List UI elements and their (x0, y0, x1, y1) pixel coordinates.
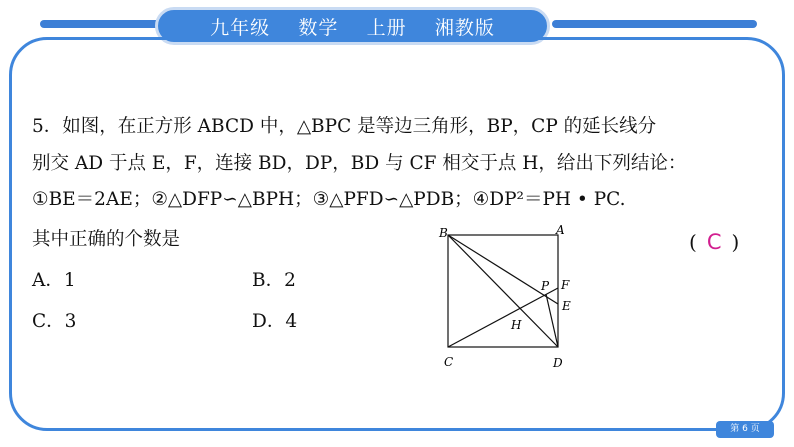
segment-be (448, 235, 558, 304)
geometry-figure (436, 221, 586, 371)
answer-open-paren: ( (689, 230, 697, 254)
answer-value: C (706, 230, 722, 254)
header-volume: 上册 (366, 16, 407, 39)
option-d: D．4 (252, 311, 298, 332)
segment-cf (448, 288, 558, 347)
label-p: P (541, 279, 550, 293)
label-d: D (553, 356, 563, 370)
label-b: B (439, 226, 448, 240)
question-line-3: ①BE＝2AE；②△DFP∽△BPH；③△PFD∽△PDB；④DP²＝PH • PC. (32, 189, 626, 210)
answer-close-paren: ) (731, 230, 740, 254)
question-line-2: 别交 AD 于点 E，F，连接 BD，DP，BD 与 CF 相交于点 H，给出下列结论： (32, 153, 687, 174)
header-grade: 九年级 (210, 16, 271, 39)
label-e: E (562, 299, 571, 313)
label-h: H (511, 318, 522, 332)
option-c: C．3 (32, 311, 77, 332)
segment-pd (546, 294, 558, 347)
label-a: A (556, 223, 565, 237)
question-line-4: 其中正确的个数是 (32, 229, 181, 250)
header-left-stripe (40, 20, 160, 28)
header-subject: 数学 (298, 16, 339, 39)
label-f: F (561, 278, 570, 292)
answer-bracket (689, 230, 739, 254)
page-number-badge: 第 6 页 (716, 421, 774, 438)
question-line-1: 5．如图，在正方形 ABCD 中，△BPC 是等边三角形，BP，CP 的延长线分 (32, 116, 657, 137)
header-right-stripe (552, 20, 757, 28)
option-a: A．1 (32, 270, 76, 291)
label-c: C (444, 355, 454, 369)
header-edition: 湘教版 (434, 16, 495, 39)
option-b: B．2 (252, 270, 296, 291)
